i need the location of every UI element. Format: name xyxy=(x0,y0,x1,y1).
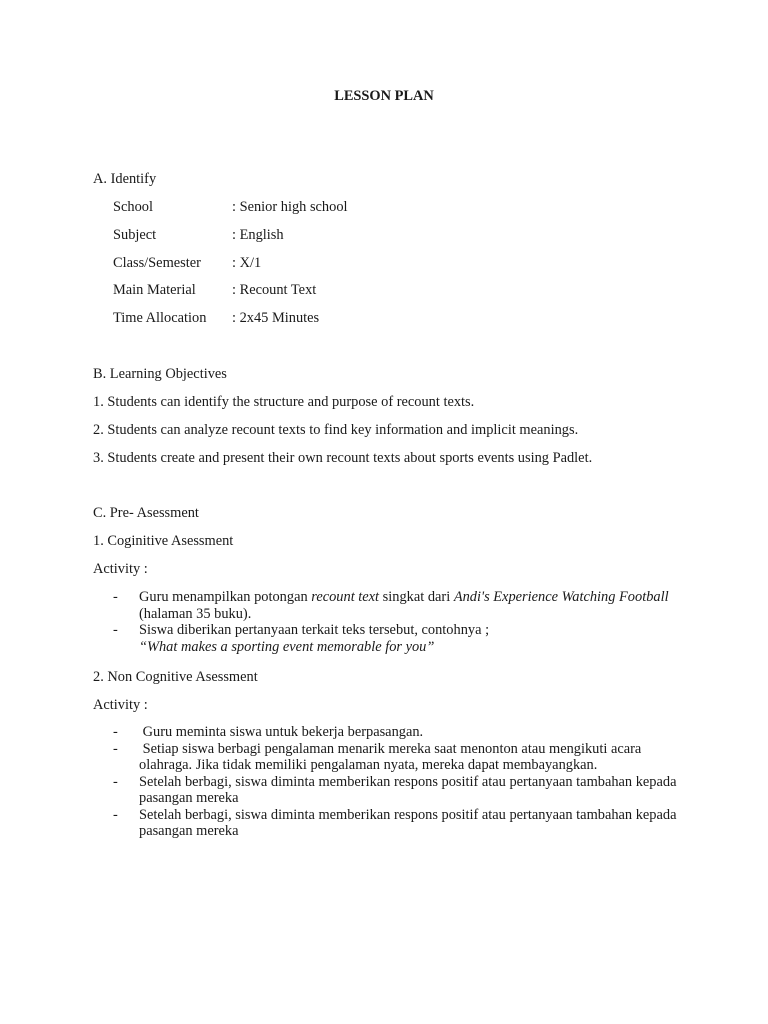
list-item xyxy=(113,589,683,622)
text-segment: singkat dari xyxy=(379,589,454,605)
list-item xyxy=(113,622,683,655)
identify-row-school xyxy=(113,199,348,216)
section-preassessment-heading: C. Pre- Asessment xyxy=(93,505,199,521)
identify-row-time xyxy=(113,310,319,327)
identify-row-material xyxy=(113,282,316,299)
italic-segment: Andi's Experience Watching Football xyxy=(453,589,669,605)
identify-value: : Senior high school xyxy=(232,199,348,215)
identify-value: : English xyxy=(232,227,284,243)
list-item-text: Setelah berbagi, siswa diminta memberikan respons positif atau pertanyaan tambahan kepada pasangan mereka xyxy=(139,773,677,806)
objective-item: 1. Students can identify the structure and purpose of recount texts. xyxy=(93,394,475,410)
objective-item: 3. Students create and present their own recount texts about sports events using Padlet. xyxy=(93,450,593,466)
identify-label: Time Allocation xyxy=(113,310,207,326)
noncognitive-heading: 2. Non Cognitive Asessment xyxy=(93,669,258,685)
identify-label: School xyxy=(113,199,153,215)
list-item xyxy=(113,741,683,774)
identify-label: Main Material xyxy=(113,282,196,298)
list-item-text: Guru meminta siswa untuk bekerja berpasangan. xyxy=(139,724,424,740)
text-segment: Guru menampilkan potongan xyxy=(139,589,312,605)
objective-item: 2. Students can analyze recount texts to find key information and implicit meanings. xyxy=(93,422,579,438)
identify-value: : Recount Text xyxy=(232,282,317,298)
page-title: LESSON PLAN xyxy=(334,88,434,104)
bullet-dash: - xyxy=(113,724,118,740)
identify-value: : 2x45 Minutes xyxy=(232,310,320,326)
list-item-text: Setelah berbagi, siswa diminta memberikan respons positif atau pertanyaan tambahan kepada pasangan mereka xyxy=(139,806,677,839)
identify-row-subject xyxy=(113,227,284,244)
list-item xyxy=(113,807,683,840)
italic-quote: “What makes a sporting event memorable for you” xyxy=(139,638,435,655)
noncognitive-activity-label: Activity : xyxy=(93,697,148,713)
bullet-dash: - xyxy=(113,806,118,823)
cognitive-heading: 1. Coginitive Asessment xyxy=(93,533,234,549)
list-item xyxy=(113,774,683,807)
identify-label: Class/Semester xyxy=(113,255,201,271)
cognitive-activity-label: Activity : xyxy=(93,561,148,577)
section-identify-heading: A. Identify xyxy=(93,171,157,187)
bullet-dash: - xyxy=(113,622,118,638)
text-segment: (halaman 35 buku). xyxy=(139,605,252,622)
text-segment: Siswa diberikan pertanyaan terkait teks tersebut, contohnya ; xyxy=(139,622,490,638)
bullet-dash: - xyxy=(113,589,118,605)
identify-row-class xyxy=(113,255,261,272)
bullet-dash: - xyxy=(113,740,118,757)
identify-value: : X/1 xyxy=(232,255,262,271)
section-objectives-heading: B. Learning Objectives xyxy=(93,366,227,382)
noncognitive-bullet-list xyxy=(113,724,683,840)
list-item-text: Setiap siswa berbagi pengalaman menarik mereka saat menonton atau mengikuti acara olahraga. Jika tidak memiliki pengalaman nyata, mereka dapat membayangkan. xyxy=(139,740,645,773)
bullet-dash: - xyxy=(113,773,118,790)
italic-segment: recount text xyxy=(311,589,380,605)
list-item xyxy=(113,724,683,741)
cognitive-bullet-list xyxy=(113,589,683,655)
identify-label: Subject xyxy=(113,227,157,243)
